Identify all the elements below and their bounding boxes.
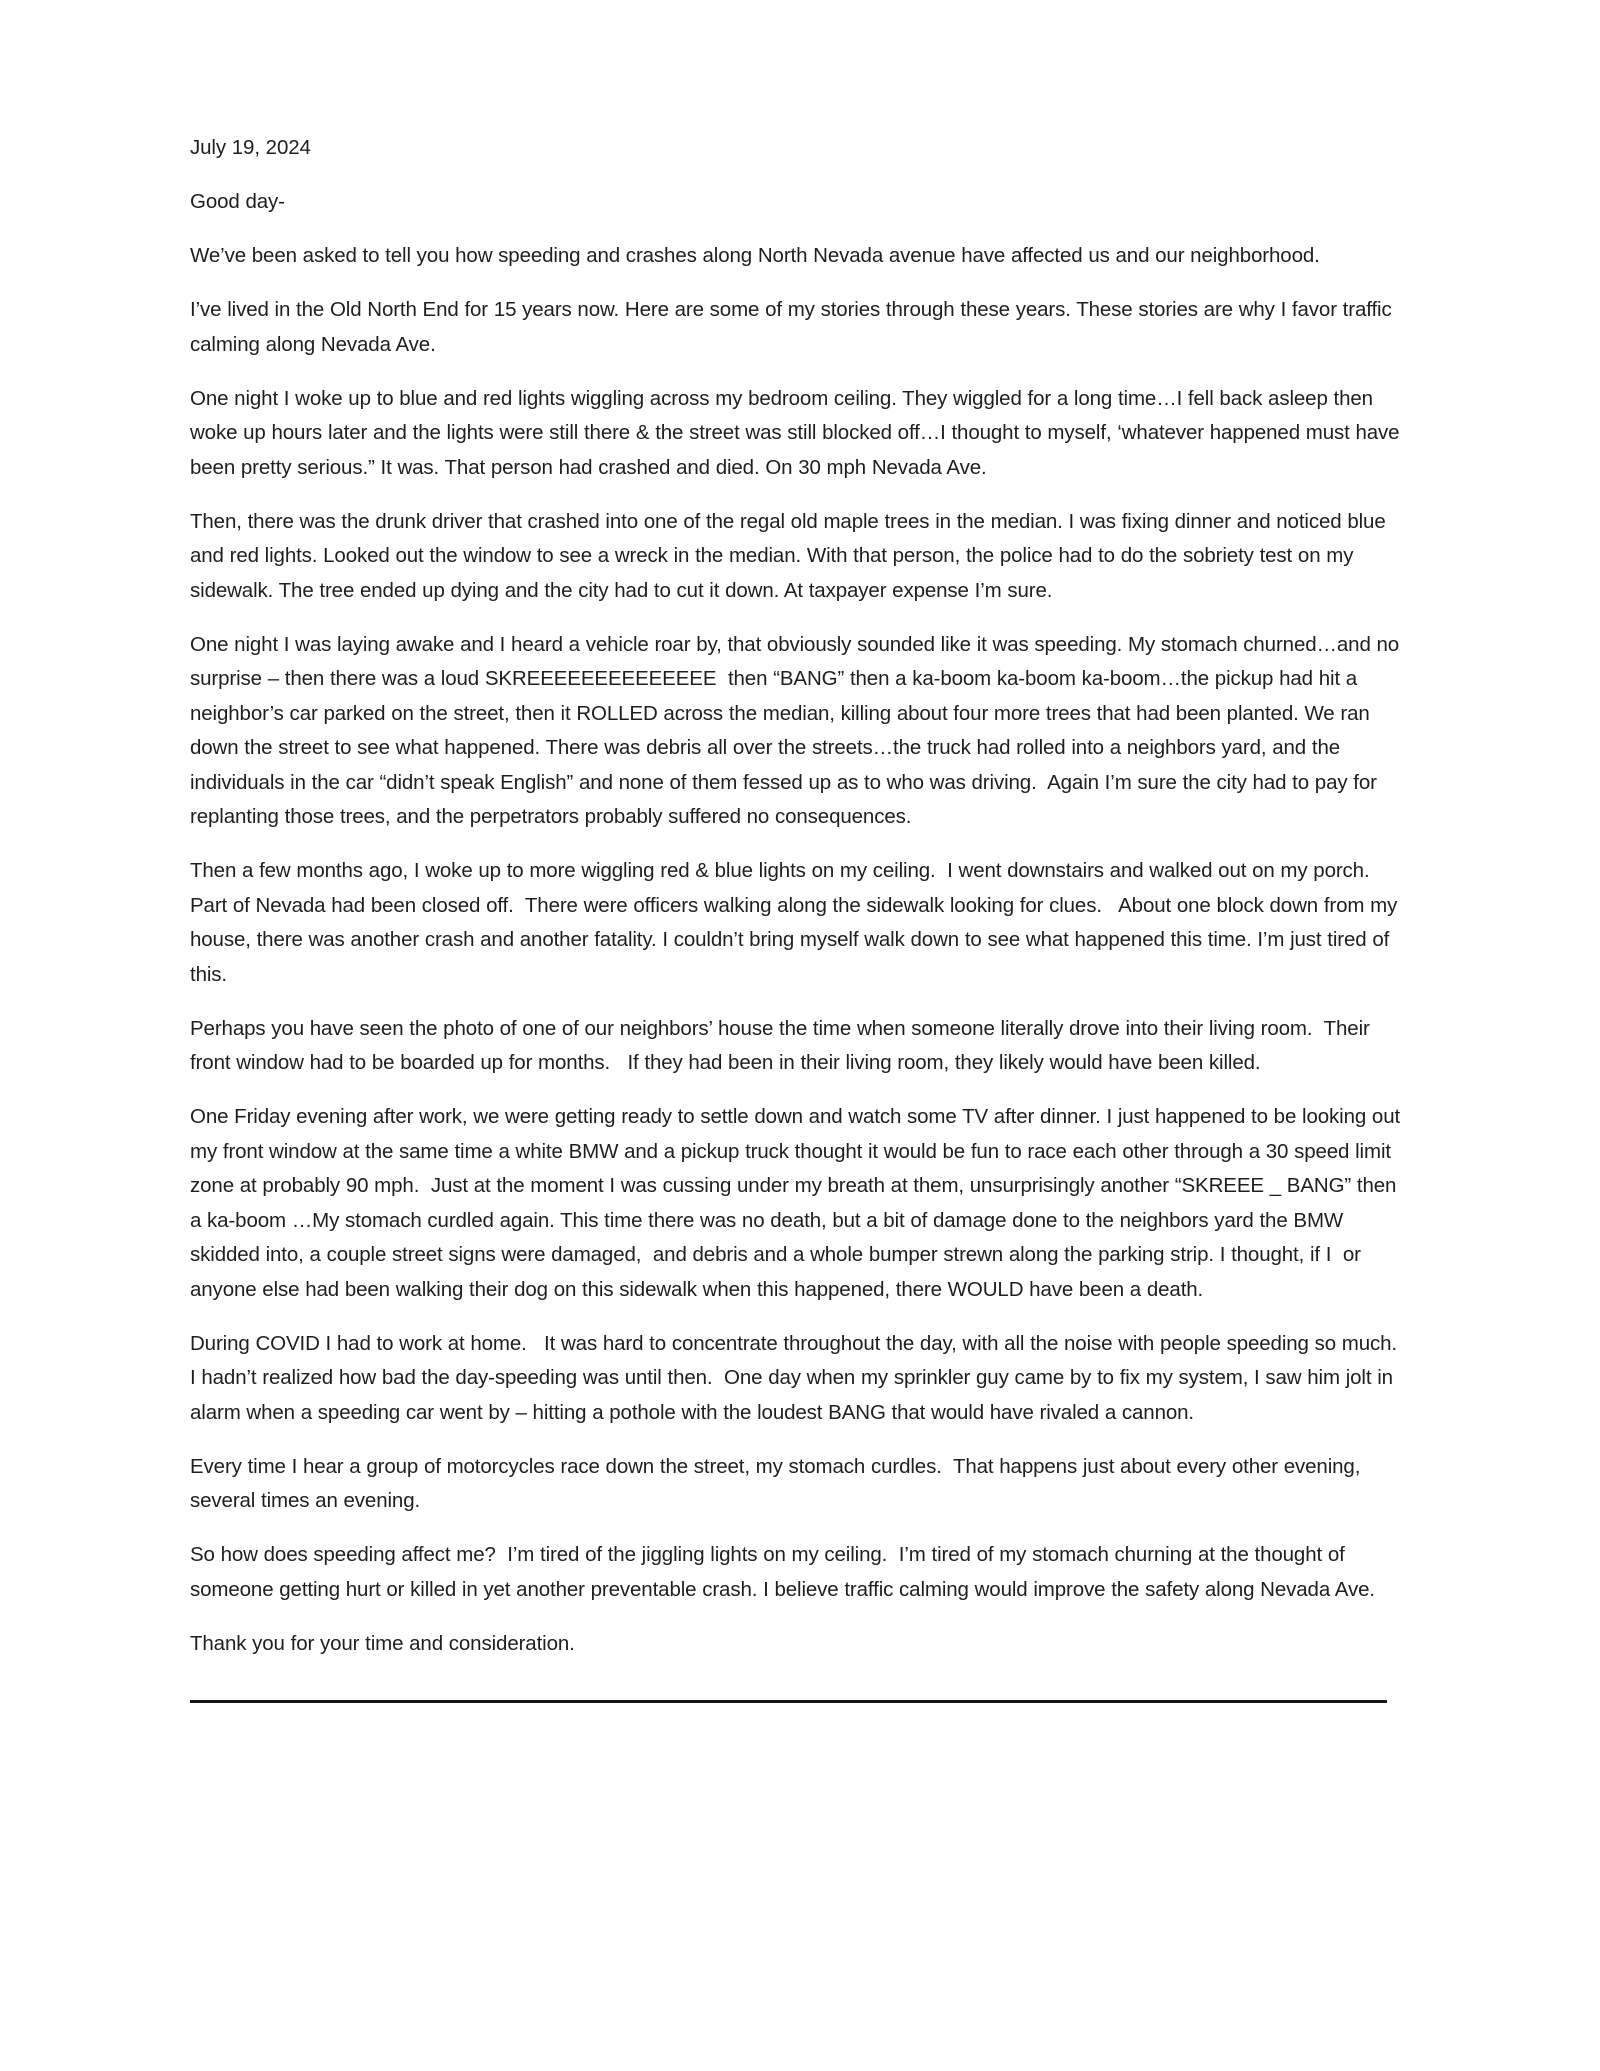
letter-paragraph: One night I was laying awake and I heard a vehicle roar by, that obviously sounded like it was speeding. My stomach churned…and no surprise – then there was a loud SKREEEEEEEEEEEEEE then “BANG” then a ka-boom ka-boom ka-boom…the pickup had hit a neighbor’s car parked on the street, then it ROLLED across the median, killing about four more trees that had been planted. We ran down the street to see what happened. There was debris all over the streets…the truck had rolled into a neighbors yard, and the individuals in the car “didn’t speak English” and none of them fessed up as to who was driving. Again I’m sure the city had to pay for replanting those trees, and the perpetrators probably suffered no consequences. bbox=[190, 632, 1405, 828]
letter-paragraph: One Friday evening after work, we were getting ready to settle down and watch some TV after dinner. I just happened to be looking out my front window at the same time a white BMW and a pickup truck thought it would be fun to race each other through a 30 speed limit zone at probably 90 mph. Just at the moment I was cussing under my breath at them, unsurprisingly another “SKREEE _ BANG” then a ka-boom …My stomach curdled again. This time there was no death, but a bit of damage done to the neighbors yard the BMW skidded into, a couple street signs were damaged, and debris and a whole bumper strewn along the parking strip. I thought, if I or anyone else had been walking their dog on this sidewalk when this happened, there WOULD have been a death. bbox=[190, 1105, 1406, 1301]
letter-paragraph: During COVID I had to work at home. It was hard to concentrate throughout the day, with all the noise with people speeding so much. I hadn’t realized how bad the day-speeding was until then. One day when my sprinkler guy came by to fix my system, I saw him jolt in alarm when a speeding car went by – hitting a pothole with the loudest BANG that would have rivaled a cannon. bbox=[190, 1331, 1409, 1424]
letter-paragraph: We’ve been asked to tell you how speeding and crashes along North Nevada avenue have affected us and our neighborhood. bbox=[190, 244, 1320, 267]
letter-paragraph: One night I woke up to blue and red lights wiggling across my bedroom ceiling. They wiggled for a long time…I fell back asleep then woke up hours later and the lights were still there & the street was still blocked off…I thought to myself, ‘whatever happened must have been pretty serious.” It was. That person had crashed and died. On 30 mph Nevada Ave. bbox=[190, 386, 1406, 479]
letter-paragraph: So how does speeding affect me? I’m tired of the jiggling lights on my ceiling. I’m tired of my stomach churning at the thought of someone getting hurt or killed in yet another preventable crash. I believe traffic calming would improve the safety along Nevada Ave. bbox=[190, 1543, 1375, 1601]
letter-paragraph: Then, there was the drunk driver that crashed into one of the regal old maple trees in the median. I was fixing dinner and noticed blue and red lights. Looked out the window to see a wreck in the median. With that person, the police had to do the sobriety test on my sidewalk. The tree ended up dying and the city had to cut it down. At taxpayer expense I’m sure. bbox=[190, 509, 1392, 602]
letter-paragraph: Perhaps you have seen the photo of one of our neighbors’ house the time when someone literally drove into their living room. Their front window had to be boarded up for months. If they had been in their living room, they likely would have been killed. bbox=[190, 1016, 1376, 1074]
horizontal-rule bbox=[190, 1700, 1387, 1703]
letter-paragraph: Then a few months ago, I woke up to more wiggling red & blue lights on my ceiling. I went downstairs and walked out on my porch. Part of Nevada had been closed off. There were officers walking along the sidewalk looking for clues. About one block down from my house, there was another crash and another fatality. I couldn’t bring myself walk down to see what happened this time. I’m just tired of this. bbox=[190, 859, 1403, 986]
letter-paragraph: I’ve lived in the Old North End for 15 years now. Here are some of my stories through these years. These stories are why I favor traffic calming along Nevada Ave. bbox=[190, 298, 1398, 356]
letter-salutation: Good day- bbox=[190, 190, 285, 213]
letter-body bbox=[190, 239, 1410, 1607]
letter-date: July 19, 2024 bbox=[190, 136, 311, 159]
letter-paragraph: Every time I hear a group of motorcycles race down the street, my stomach curdles. That happens just about every other evening, several times an evening. bbox=[190, 1454, 1378, 1512]
letter-closing: Thank you for your time and consideration. bbox=[190, 1631, 575, 1655]
